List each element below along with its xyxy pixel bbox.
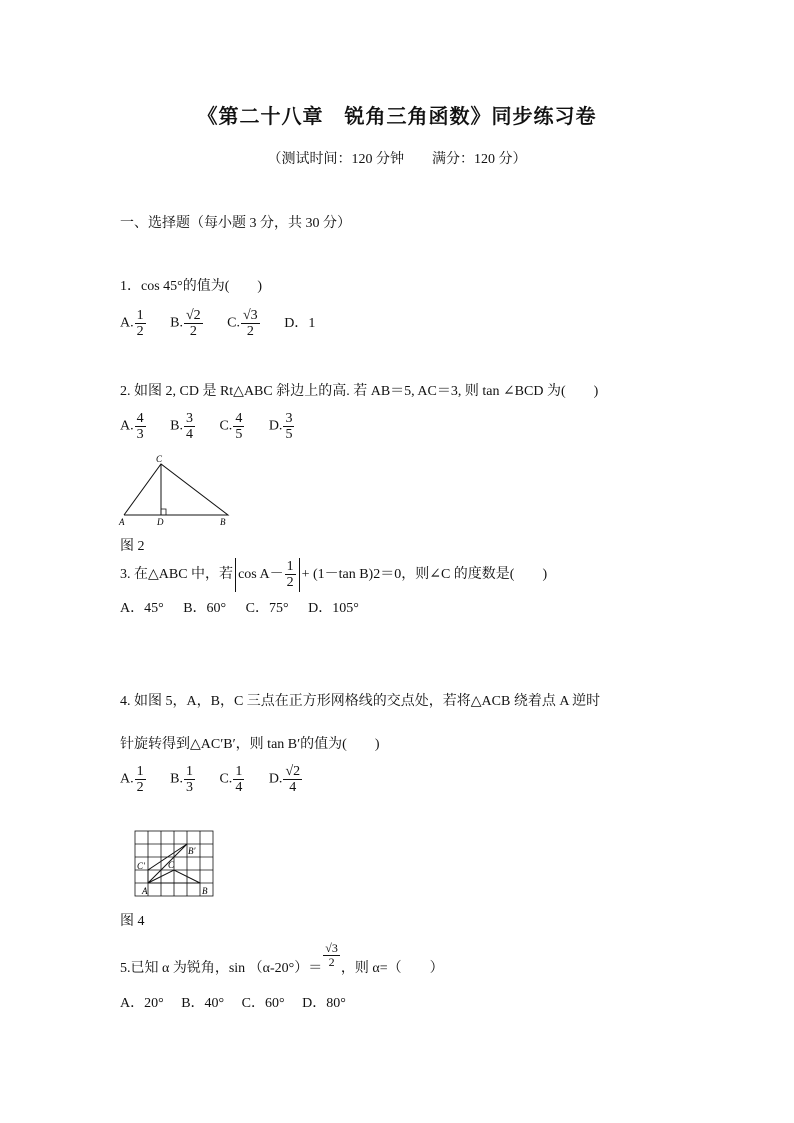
q4-option-c[interactable]: C. $\frac{1}{4}$ bbox=[219, 764, 243, 795]
q2-triangle-figure bbox=[115, 452, 240, 532]
q3-option-d[interactable]: D．105° bbox=[308, 601, 359, 616]
q4-label-c: C bbox=[168, 860, 175, 870]
q4-options bbox=[120, 764, 323, 795]
q4-option-d[interactable]: D. $\frac{√2}{4}$ bbox=[268, 764, 301, 795]
q5-option-b[interactable]: B．40° bbox=[181, 996, 225, 1011]
section-heading: 一、选择题（每小题 3 分，共 30 分） bbox=[120, 216, 351, 231]
q2-label-b: B bbox=[220, 517, 226, 527]
q5-option-d[interactable]: D．80° bbox=[302, 996, 346, 1011]
q2-options bbox=[120, 411, 315, 442]
q1-option-c[interactable]: C. $\frac{√3}{2}$ bbox=[227, 308, 258, 339]
q5-stem: 5.已知 α 为锐角，sin （α-20°）＝ $\frac{√3}{2}$ ，则 α=（ ） bbox=[120, 941, 444, 976]
q4-label-c-prime: C′ bbox=[137, 861, 145, 871]
q2-option-c[interactable]: C. $\frac{4}{5}$ bbox=[219, 411, 243, 442]
q2-label-c: C bbox=[156, 454, 163, 464]
q4-option-a[interactable]: A. $\frac{1}{2}$ bbox=[120, 764, 144, 795]
q4-label-a: A bbox=[142, 886, 148, 896]
q3-option-a[interactable]: A．45° bbox=[120, 601, 164, 616]
q2-option-d[interactable]: D. $\frac{3}{5}$ bbox=[268, 411, 293, 442]
q2-figure-caption: 图 2 bbox=[120, 539, 145, 554]
q5-option-c[interactable]: C．60° bbox=[241, 996, 285, 1011]
q2-option-a[interactable]: A. $\frac{4}{3}$ bbox=[120, 411, 144, 442]
q4-stem-line1: 4. 如图 5，A，B，C 三点在正方形网格线的交点处，若将△ACB 绕着点 A 逆时 bbox=[120, 694, 601, 709]
q1-option-a[interactable]: A. $\frac{1}{2}$ bbox=[120, 308, 144, 339]
q1-option-d[interactable]: D．1 bbox=[284, 315, 316, 331]
q3-stem: 3. 在△ABC 中，若 cos A－ $\frac{1}{2}$ + (1－tan B)2＝0，则∠C 的度数是( ) bbox=[120, 559, 548, 591]
q3-option-b[interactable]: B．60° bbox=[183, 601, 227, 616]
q4-stem-line2: 针旋转得到△AC′B′，则 tan B′的值为( ) bbox=[120, 737, 380, 752]
q3-option-c[interactable]: C．75° bbox=[245, 601, 289, 616]
exam-info: （测试时间：120 分钟 满分：120 分） bbox=[267, 152, 527, 167]
q4-grid-figure bbox=[134, 830, 216, 898]
q4-label-b: B bbox=[202, 886, 208, 896]
q4-figure-caption: 图 4 bbox=[120, 914, 145, 929]
q1-options bbox=[120, 308, 335, 339]
q1-option-b[interactable]: B. $\frac{√2}{2}$ bbox=[170, 308, 201, 339]
q2-stem: 2. 如图 2, CD 是 Rt△ABC 斜边上的高. 若 AB＝5, AC＝3, 则 tan ∠BCD 为( ) bbox=[120, 384, 599, 399]
q2-option-b[interactable]: B. $\frac{3}{4}$ bbox=[170, 411, 193, 442]
q3-options bbox=[120, 597, 379, 617]
q5-options bbox=[120, 992, 366, 1012]
q2-label-d: D bbox=[157, 517, 164, 527]
q5-option-a[interactable]: A．20° bbox=[120, 996, 164, 1011]
q4-label-b-prime: B′ bbox=[188, 846, 196, 856]
q1-stem: 1．cos 45°的值为( ) bbox=[120, 279, 263, 294]
page-title: 《第二十八章 锐角三角函数》同步练习卷 bbox=[197, 106, 597, 128]
q4-option-b[interactable]: B. $\frac{1}{3}$ bbox=[170, 764, 193, 795]
q2-label-a: A bbox=[119, 517, 125, 527]
